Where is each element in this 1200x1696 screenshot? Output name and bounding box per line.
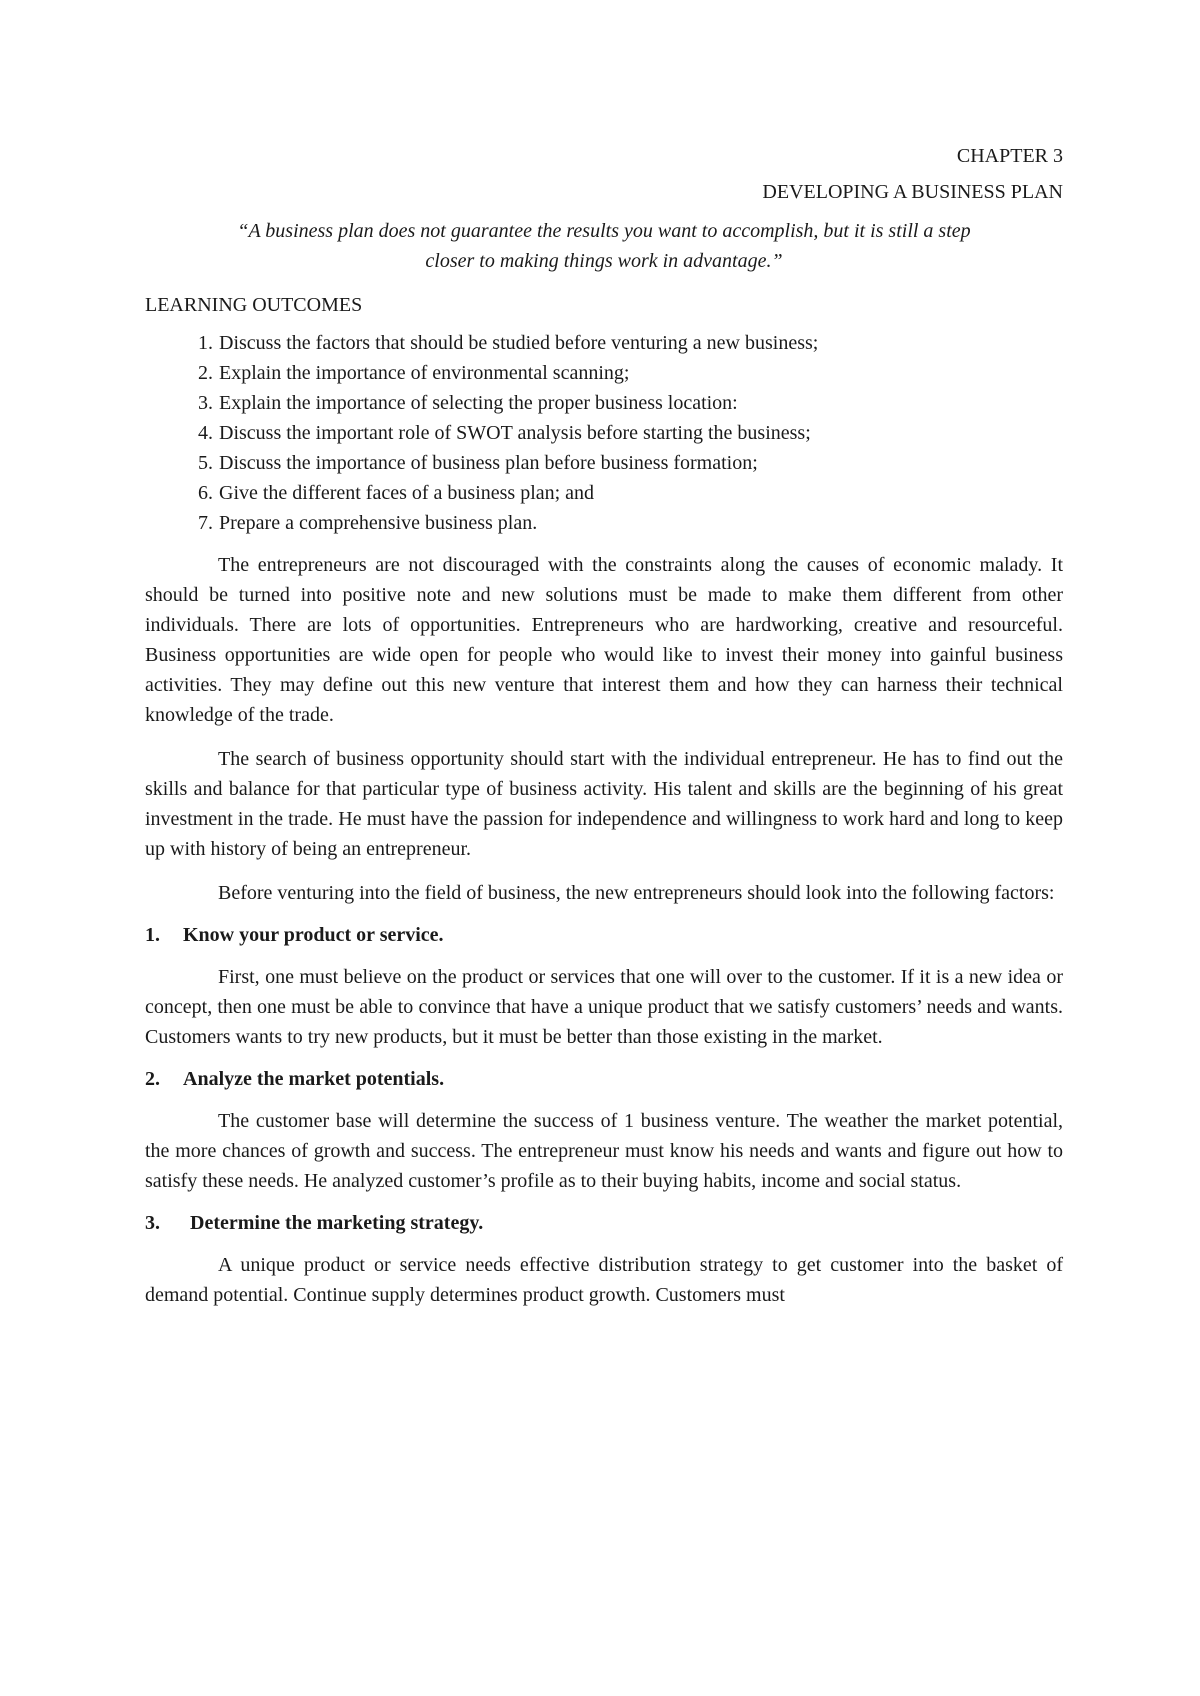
list-item: 3. Explain the importance of selecting the proper business location:: [218, 388, 1063, 418]
chapter-title: DEVELOPING A BUSINESS PLAN: [762, 181, 1063, 203]
factor-number: 2.: [145, 1068, 160, 1090]
list-item: 4. Discuss the important role of SWOT analysis before starting the business;: [218, 418, 1063, 448]
factor-number: 3.: [145, 1212, 160, 1234]
body-paragraph: The search of business opportunity should start with the individual entrepreneur. He has to find out the skills and balance for that particular type of business activity. His talent and skills are the beginning of his great investment in the trade. He must have the passion for independence and willingness to work hard and long to keep up with history of being an entrepreneur.: [145, 748, 1063, 860]
factor-title: Know your product or service.: [183, 924, 444, 946]
factor-heading: [145, 920, 1063, 950]
factor-title: Analyze the market potentials.: [183, 1068, 445, 1090]
chapter-label: CHAPTER 3: [956, 145, 1063, 167]
factor-heading: [145, 1064, 1063, 1094]
epigraph-quote: [145, 216, 1063, 276]
body-paragraph: A unique product or service needs effective distribution strategy to get customer into the basket of demand potential. Continue supply determines product growth. Customers must: [145, 1254, 1063, 1306]
quote-line: closer to making things work in advantage.”: [425, 250, 783, 272]
learning-outcomes-heading: LEARNING OUTCOMES: [145, 294, 363, 316]
list-item: 5. Discuss the importance of business plan before business formation;: [218, 448, 1063, 478]
factor-number: 1.: [145, 924, 160, 946]
factor-title: Determine the marketing strategy.: [190, 1212, 484, 1234]
factor-heading: [145, 1208, 1063, 1238]
list-item: 2. Explain the importance of environmental scanning;: [218, 358, 1063, 388]
list-item: 6. Give the different faces of a business plan; and: [218, 478, 1063, 508]
body-paragraph: The customer base will determine the success of 1 business venture. The weather the market potential, the more chances of growth and success. The entrepreneur must know his needs and wants and figure out how to satisfy these needs. He analyzed customer’s profile as to their buying habits, income and social status.: [145, 1110, 1063, 1192]
body-paragraph: First, one must believe on the product or services that one will over to the customer. If it is a new idea or concept, then one must be able to convince that have a unique product that we satisfy customers’ needs and wants. Customers wants to try new products, but it must be better than those existing in the market.: [145, 966, 1063, 1048]
learning-outcomes-list: [145, 328, 1063, 538]
quote-line: “A business plan does not guarantee the results you want to accomplish, but it is still a step: [237, 220, 971, 242]
list-item: 7. Prepare a comprehensive business plan.: [218, 508, 1063, 538]
list-item: 1. Discuss the factors that should be studied before venturing a new business;: [218, 328, 1063, 358]
body-paragraph: The entrepreneurs are not discouraged with the constraints along the causes of economic malady. It should be turned into positive note and new solutions must be made to make them different from other individuals. There are lots of opportunities. Entrepreneurs who are hardworking, creative and resourceful. Business opportunities are wide open for people who would like to invest their money into gainful business activities. They may define out this new venture that interest them and how they can harness their technical knowledge of the trade.: [145, 554, 1063, 726]
body-paragraph: Before venturing into the field of business, the new entrepreneurs should look into the following factors:: [218, 882, 1055, 904]
